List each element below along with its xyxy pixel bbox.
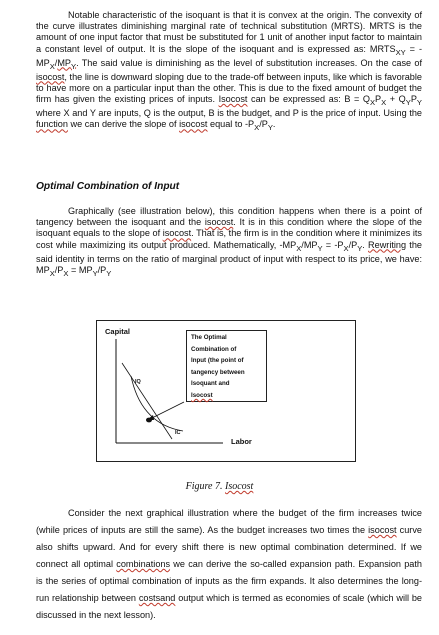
text-run: curve also shifts upward. And for every shift there is new optimal combination determined. If we connect all optimal xyxy=(36,525,422,569)
subscript: Y xyxy=(71,61,77,71)
spellcheck-word xyxy=(54,57,77,71)
text-run: /MP xyxy=(301,239,318,250)
text-run: + Q xyxy=(386,94,406,105)
text-run: /P xyxy=(97,264,107,275)
text-run: /P xyxy=(259,119,268,130)
caption-prefix: Figure 7. xyxy=(185,481,225,492)
subscript: X xyxy=(254,123,260,133)
callout-line: The Optimal xyxy=(191,334,227,341)
spellcheck-word: Rewriting xyxy=(368,239,407,250)
text-run: Graphically (see illustration below), this condition happens when there is a point of tangency between the isoquant and the xyxy=(36,206,422,228)
ic-label: IC xyxy=(175,430,181,436)
text-run: output which is termed as economies of scale (which will be discussed in the next lesson). xyxy=(36,593,422,620)
paragraph-expansion-path xyxy=(36,505,422,624)
subscript: Y xyxy=(92,268,98,278)
paragraph-optimal-combination xyxy=(36,206,422,279)
spellcheck-word: isocost xyxy=(179,119,208,130)
caption-word: Isocost xyxy=(225,481,254,492)
text-run: . xyxy=(272,119,276,130)
text-run: , the line is downward sloping due to the trade-off between inputs, like which is favorable to have more on a particular input than the other. This is due to the fixed amount of budget the firm has given the existing prices of inputs. xyxy=(36,71,422,105)
text-run: we can derive the slope of xyxy=(67,119,180,130)
subscript: X xyxy=(49,61,55,71)
text-run: / xyxy=(54,57,58,68)
spellcheck-word: isocost xyxy=(204,217,234,228)
callout-line: Input (the point of xyxy=(191,357,244,365)
text-run: /P xyxy=(348,239,358,250)
text-run: = -MP xyxy=(36,43,422,68)
text-run: . The said value is diminishing as the level of substitution increases. On the case of xyxy=(76,57,422,68)
text-run: . xyxy=(362,239,369,250)
isocost-figure xyxy=(96,320,356,462)
subscript: Y xyxy=(106,268,112,278)
text-run: equal to -P xyxy=(207,119,255,130)
spellcheck-word: costsand xyxy=(138,593,176,603)
callout-line: Isocost xyxy=(191,391,213,399)
y-axis-label: Capital xyxy=(105,327,131,336)
x-axis-label: Labor xyxy=(231,437,252,446)
subscript: X xyxy=(381,97,387,107)
callout-line: tangency between xyxy=(191,368,245,376)
figure-caption xyxy=(0,481,439,492)
text-run: = -P xyxy=(322,239,344,250)
text-run: . It is in this condition where the slope of the isoquant equals to the slope of xyxy=(36,217,422,239)
callout-line: Combination of xyxy=(191,345,237,353)
text-run: . That is, the firm is in the condition where it minimizes its cost while maximizing its output produced. Mathematically, -MP xyxy=(36,228,422,250)
spellcheck-word: isocost xyxy=(368,525,397,535)
spellcheck-word: isocost xyxy=(162,228,192,239)
callout-box xyxy=(186,330,267,402)
text-run: P xyxy=(410,94,417,105)
text-run: we can derive the so-called expansion path. Expansion path is the series of optimal combination of inputs as the firm expands. It also determines the long-run relationship between xyxy=(36,559,422,603)
text-run: the said identity in terms on the ratio of marginal product of input with respect to its price, we have: MP xyxy=(36,239,422,275)
subscript: X xyxy=(343,243,349,253)
subscript: X xyxy=(369,97,376,107)
callout-line: Isoquant and xyxy=(191,380,230,388)
spellcheck-word: combinations xyxy=(116,559,171,569)
text-run: Consider the next graphical illustration where the budget of the firm increases twice (while prices of inputs are still the same). As the budget increases two times the xyxy=(36,508,422,535)
subscript: X xyxy=(63,268,69,278)
isocost-line xyxy=(122,363,172,439)
paragraph-isoquant-convexity xyxy=(36,10,422,133)
text-run: /P xyxy=(54,264,64,275)
subscript: Y xyxy=(357,243,363,253)
text-run: P xyxy=(375,94,382,105)
spellcheck-word: Isocost xyxy=(218,94,248,105)
subscript: XY xyxy=(395,47,406,57)
subscript: X xyxy=(49,268,55,278)
spellcheck-word: isocost xyxy=(36,71,65,82)
iq-label: IQ xyxy=(135,379,141,385)
text-run: where X and Y are inputs, Q is the output, B is the budget, and P is the price of input. Using the xyxy=(36,108,422,119)
spellcheck-word: function xyxy=(36,119,68,130)
text-run: MP xyxy=(57,57,71,68)
subscript: Y xyxy=(416,97,422,107)
section-heading: Optimal Combination of Input xyxy=(36,181,180,192)
callout-arrow xyxy=(152,402,184,418)
subscript: Y xyxy=(405,97,411,107)
subscript: X xyxy=(296,243,302,253)
text-run: can be expressed as: B = Q xyxy=(247,94,370,105)
tangency-point xyxy=(146,418,152,423)
text-run: = MP xyxy=(68,264,93,275)
subscript: Y xyxy=(267,123,273,133)
text-run: Notable characteristic of the isoquant is that it is convex at the origin. The convexity of the curve illustrates diminishing marginal rate of technical substitution (MRTS). MRTS is the amount of one input factor that must be substituted for 1 unit of another input factor to maintain a constant level of output. It is the slope of the isoquant and is expressed as: MRTS xyxy=(36,10,422,54)
subscript: Y xyxy=(317,243,323,253)
